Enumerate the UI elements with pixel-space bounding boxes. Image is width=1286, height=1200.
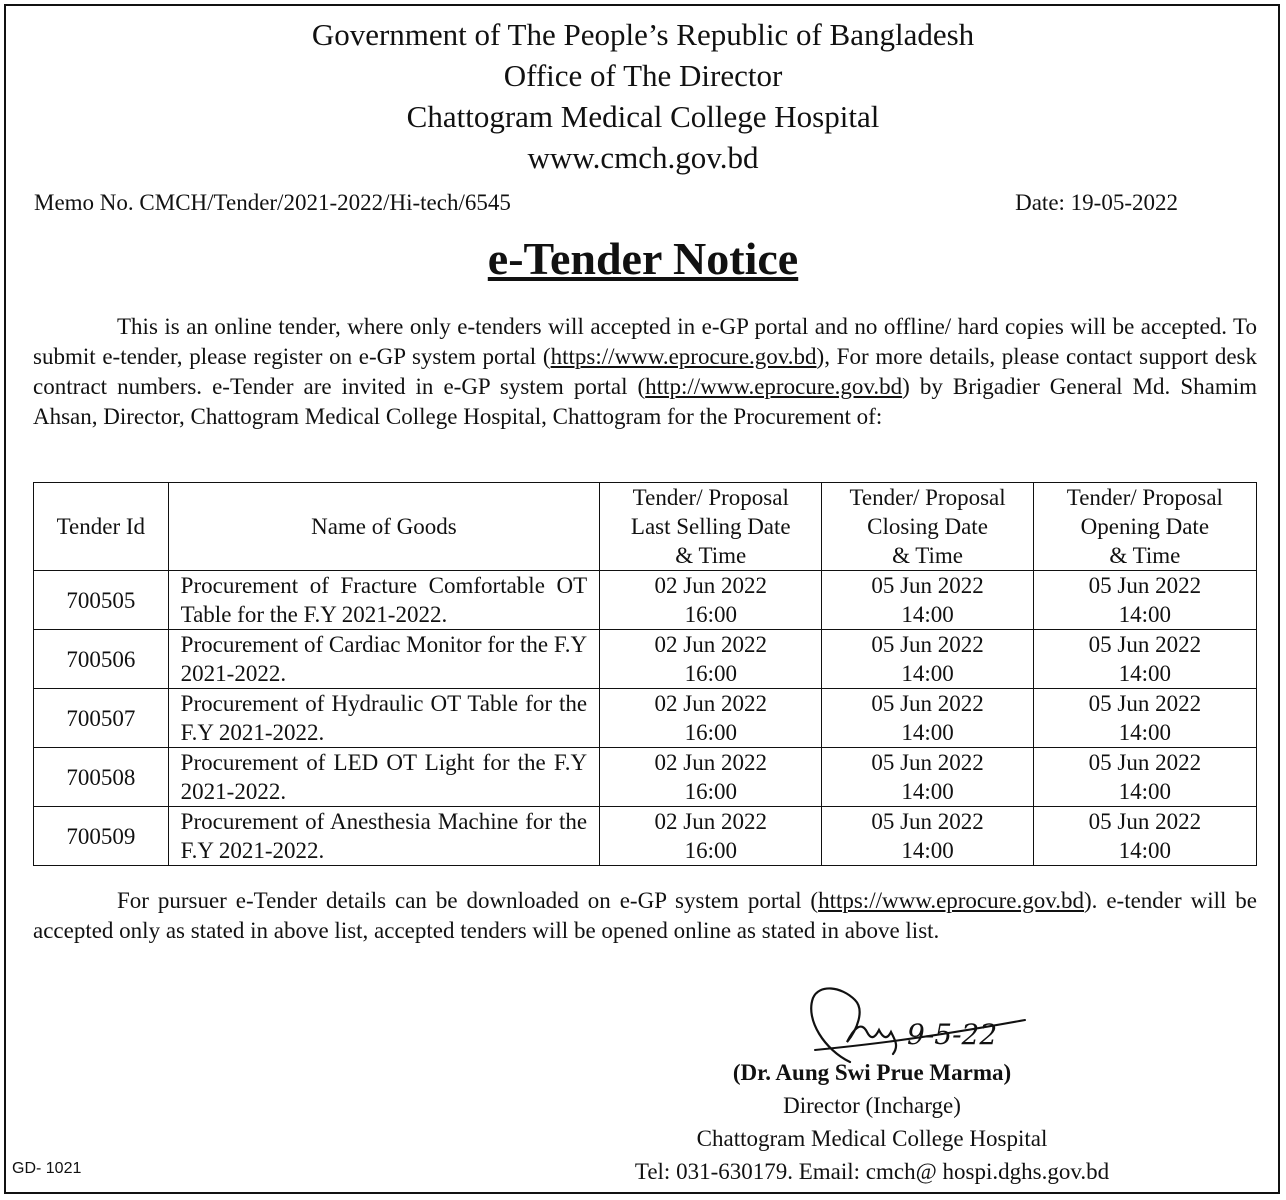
publication-code: GD- 1021 — [12, 1160, 82, 1177]
table-row — [34, 571, 1257, 630]
header-name-of-goods: Name of Goods — [168, 483, 599, 571]
tender-id: 700505 — [34, 571, 169, 630]
signatory-name: (Dr. Aung Swi Prue Marma) — [732, 1060, 1012, 1085]
tender-id: 700507 — [34, 689, 169, 748]
tender-table — [33, 482, 1257, 866]
table-row — [34, 689, 1257, 748]
selling-date-time: 02 Jun 2022 16:00 — [600, 807, 822, 866]
closing-date-time: 05 Jun 2022 14:00 — [822, 689, 1033, 748]
eprocure-link-http[interactable]: http://www.eprocure.gov.bd — [645, 374, 903, 399]
letterhead — [0, 14, 1286, 178]
government-line: Government of The People’s Republic of Bangladesh — [311, 17, 975, 52]
signatory-contact: Tel: 031-630179. Email: cmch@ hospi.dghs.gov.bd — [634, 1159, 1110, 1184]
header-opening: Tender/ Proposal Opening Date & Time — [1033, 483, 1256, 571]
closing-date-time: 05 Jun 2022 14:00 — [822, 630, 1033, 689]
header-closing: Tender/ Proposal Closing Date & Time — [822, 483, 1033, 571]
tender-id: 700508 — [34, 748, 169, 807]
goods-name: Procurement of LED OT Light for the F.Y 2021-2022. — [168, 748, 599, 807]
signature-date: 9-5-22 — [907, 1018, 998, 1051]
opening-date-time: 05 Jun 2022 14:00 — [1033, 807, 1256, 866]
signatory-block — [570, 1056, 1174, 1188]
tender-id: 700509 — [34, 807, 169, 866]
memo-date: Date: 19-05-2022 — [1015, 190, 1178, 215]
hospital-line: Chattogram Medical College Hospital — [406, 99, 880, 134]
website-line: www.cmch.gov.bd — [527, 140, 759, 175]
opening-date-time: 05 Jun 2022 14:00 — [1033, 630, 1256, 689]
table-header-row — [34, 483, 1257, 571]
closing-date-time: 05 Jun 2022 14:00 — [822, 571, 1033, 630]
signatory-institution: Chattogram Medical College Hospital — [696, 1126, 1048, 1151]
office-line: Office of The Director — [503, 58, 783, 93]
eprocure-link-https[interactable]: https://www.eprocure.gov.bd — [550, 344, 817, 369]
goods-name: Procurement of Anesthesia Machine for the F.Y 2021-2022. — [168, 807, 599, 866]
closing-date-time: 05 Jun 2022 14:00 — [822, 807, 1033, 866]
selling-date-time: 02 Jun 2022 16:00 — [600, 571, 822, 630]
opening-date-time: 05 Jun 2022 14:00 — [1033, 748, 1256, 807]
signatory-designation: Director (Incharge) — [783, 1093, 961, 1118]
opening-date-time: 05 Jun 2022 14:00 — [1033, 571, 1256, 630]
memo-number: Memo No. CMCH/Tender/2021-2022/Hi-tech/6545 — [34, 190, 511, 215]
table-row — [34, 630, 1257, 689]
selling-date-time: 02 Jun 2022 16:00 — [600, 689, 822, 748]
selling-date-time: 02 Jun 2022 16:00 — [600, 630, 822, 689]
closing-date-time: 05 Jun 2022 14:00 — [822, 748, 1033, 807]
header-last-selling: Tender/ Proposal Last Selling Date & Time — [600, 483, 822, 571]
intro-paragraph: This is an online tender, where only e-tenders will accepted in e-GP portal and no offline/ hard copies will be accepted. To submit e-tender, please register on e-GP system portal (https://www.eprocure.gov.bd), For more details, please contact support desk contract numbers. e-Tender are invited in e-GP system portal (http://www.eprocure.gov.bd) by Brigadier General Md. Shamim Ahsan, Director, Chattogram Medical College Hospital, Chattogram for the Procurement of: — [33, 314, 1258, 429]
eprocure-link-closing[interactable]: https://www.eprocure.gov.bd — [818, 888, 1085, 913]
goods-name: Procurement of Cardiac Monitor for the F.Y 2021-2022. — [168, 630, 599, 689]
header-tender-id: Tender Id — [34, 483, 169, 571]
closing-paragraph: For pursuer e-Tender details can be downloaded on e-GP system portal (https://www.eprocure.gov.bd). e-tender will be accepted only as stated in above list, accepted tenders will be opened online as stated in above list. — [33, 888, 1257, 943]
selling-date-time: 02 Jun 2022 16:00 — [600, 748, 822, 807]
notice-title: e-Tender Notice — [487, 233, 799, 284]
opening-date-time: 05 Jun 2022 14:00 — [1033, 689, 1256, 748]
table-row — [34, 748, 1257, 807]
table-row — [34, 807, 1257, 866]
tender-id: 700506 — [34, 630, 169, 689]
goods-name: Procurement of Hydraulic OT Table for the F.Y 2021-2022. — [168, 689, 599, 748]
goods-name: Procurement of Fracture Comfortable OT Table for the F.Y 2021-2022. — [168, 571, 599, 630]
